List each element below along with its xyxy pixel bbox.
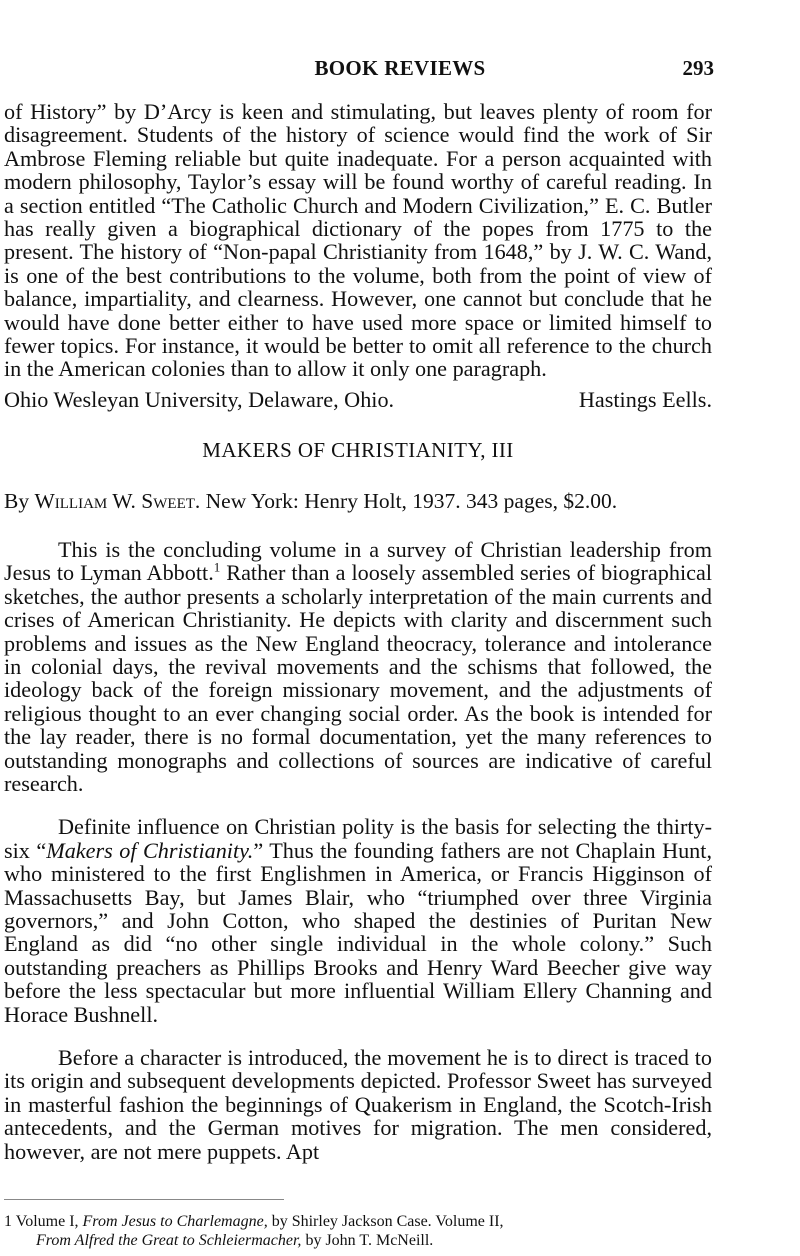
footnote: [4, 1212, 712, 1250]
p1-text: This is the concluding volume in a survey of Christian leadership from Jesus to Lyman Abbott.: [4, 536, 712, 586]
review-title: MAKERS OF CHRISTIANITY, III: [202, 437, 514, 462]
review-byline: [4, 489, 712, 513]
p1-rest: Rather than a loosely assembled series of biographical sketches, the author presents a scholarly interpretation of the main currents and crises of American Christianity. He depicts with clarity and discernment such problems and issues as the New England theocracy, tolerance and intolerance in colonial days, the revival movements and the schisms that followed, the ideology back of the foreign missionary movement, and the adjustments of religious thought to an ever changing social order. As the book is intended for the lay reader, there is no formal documentation, yet the many references to outstanding monographs and collections of sources are indicative of careful research.: [4, 560, 712, 796]
reviewer-name: Hastings Eells.: [578, 386, 712, 412]
review-paragraph-3: Before a character is introduced, the movement he is to direct is traced to its origin and subsequent developments depicted. Professor Sweet has surveyed in masterful fashion the beginnings of Quakerism in England, the Scotch-Irish antecedents, and the German motives for migration. The men considered, however, are not mere puppets. Apt: [4, 1045, 712, 1164]
footnote-vol2-title: From Alfred the Great to Schleiermacher,: [36, 1232, 302, 1249]
p2-text-a: Definite influence on Christian polity is the basis for selecting the thirty-six “: [4, 814, 712, 863]
footnote-reference: 1: [213, 559, 221, 575]
footnote-marker: 1: [4, 1213, 12, 1230]
footnote-vol1: Volume I,: [15, 1213, 79, 1230]
footnote-vol1-title: From Jesus to Charlemagne,: [82, 1213, 268, 1230]
footnote-vol2-by: by John T. McNeill.: [305, 1232, 434, 1249]
page-number: 293: [682, 56, 714, 80]
footnote-divider: [4, 1199, 284, 1200]
review-paragraph-2: [4, 815, 712, 1026]
running-title: BOOK REVIEWS: [314, 56, 486, 80]
footnote-line-2: [4, 1231, 712, 1250]
running-head: [0, 54, 800, 84]
byline-by: By: [4, 488, 30, 513]
footnote-vol1-by: by Shirley Jackson Case. Volume II,: [271, 1213, 504, 1230]
previous-review-paragraph: of History” by D’Arcy is keen and stimulating, but leaves plenty of room for disagreement. Students of the history of science would find the work of Sir Ambrose Fleming reliable but quite inadequate. For a person acquainted with modern philosophy, Taylor’s essay will be found worthy of careful reading. In a section entitled “The Catholic Church and Modern Civilization,” E. C. Butler has really given a biographical dictionary of the popes from 1775 to the present. The history of “Non-papal Christianity from 1648,” by J. W. C. Wand, is one of the best contributions to the volume, both from the point of view of balance, impartiality, and clearness. However, one cannot but conclude that he would have done better either to have used more space or limited himself to fewer topics. For instance, it would be better to omit all reference to the church in the American colonies than to allow it only one paragraph.: [4, 99, 712, 382]
body-text: [4, 100, 712, 1163]
book-publication: New York: Henry Holt, 1937. 343 pages, $2.00.: [205, 488, 618, 513]
p2-text-b: ” Thus the founding fathers are not Chaplain Hunt, who ministered to the first Englishmen in America, or Francis Higginson of Massachusetts Bay, but James Blair, who “triumphed over three Virginia governors,” and John Cotton, who shaped the destinies of Puritan New England as did “no other single individual in the whole colony.” Such outstanding preachers as Phillips Brooks and Henry Ward Beecher give way before the less spectacular but more influential William Ellery Channing and Horace Bushnell.: [4, 837, 712, 1027]
review-paragraph-1: [4, 538, 712, 795]
reviewer-signature: [4, 388, 712, 412]
reviewer-affiliation: Ohio Wesleyan University, Delaware, Ohio.: [4, 386, 395, 412]
p2-book-title: Makers of Christianity.: [46, 837, 254, 863]
book-author: William W. Sweet.: [34, 488, 201, 513]
